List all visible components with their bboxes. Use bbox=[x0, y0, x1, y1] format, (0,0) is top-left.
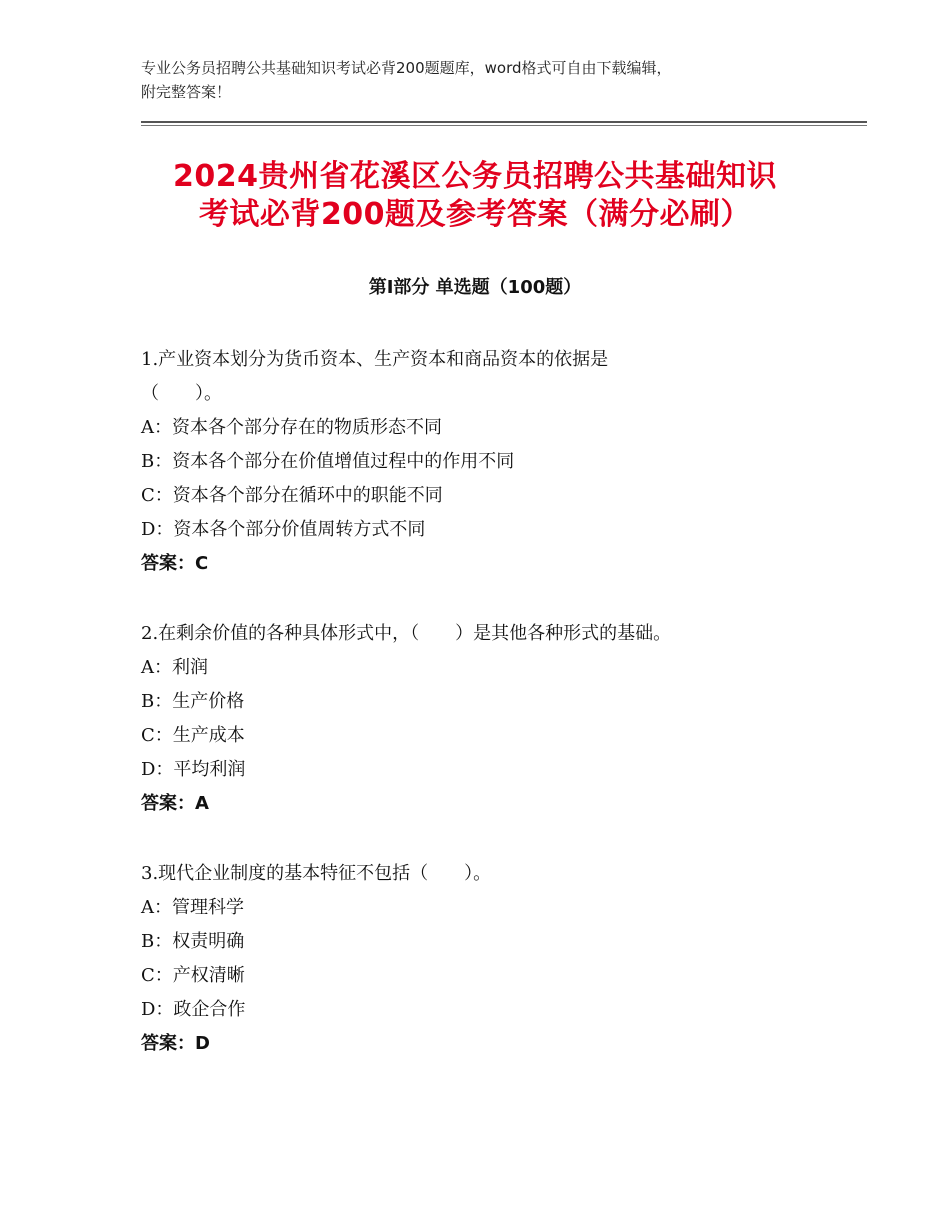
option-d: D：平均利润 bbox=[141, 759, 246, 780]
question-stem bbox=[141, 857, 841, 891]
option-b: B：权责明确 bbox=[141, 931, 245, 952]
option-a: A：利润 bbox=[141, 657, 208, 678]
answer: 答案：C bbox=[141, 553, 209, 574]
question-stem-line-1: 3.现代企业制度的基本特征不包括（ ）。 bbox=[141, 863, 492, 884]
option-d: D：资本各个部分价值周转方式不同 bbox=[141, 519, 426, 540]
option-c: C：产权清晰 bbox=[141, 965, 245, 986]
question-2 bbox=[141, 617, 841, 821]
question-stem-line-1: 2.在剩余价值的各种具体形式中，（ ）是其他各种形式的基础。 bbox=[141, 623, 672, 644]
question-list bbox=[141, 343, 841, 1097]
option-b: B：资本各个部分在价值增值过程中的作用不同 bbox=[141, 451, 515, 472]
question-stem bbox=[141, 617, 841, 651]
option-a: A：资本各个部分存在的物质形态不同 bbox=[141, 417, 442, 438]
header-divider-thick bbox=[141, 121, 867, 123]
question-stem-line-2: （ ）。 bbox=[141, 383, 222, 404]
option-b: B：生产价格 bbox=[141, 691, 245, 712]
question-3 bbox=[141, 857, 841, 1061]
option-c: C：资本各个部分在循环中的职能不同 bbox=[141, 485, 443, 506]
document-title-line-1: 2024贵州省花溪区公务员招聘公共基础知识 bbox=[173, 159, 777, 194]
header-note bbox=[141, 56, 841, 104]
document-title-line-2: 考试必背200题及参考答案（满分必刷） bbox=[198, 197, 752, 232]
answer: 答案：A bbox=[141, 793, 209, 814]
question-stem-line-1: 1.产业资本划分为货币资本、生产资本和商品资本的依据是 bbox=[141, 349, 609, 370]
section-title: 第Ⅰ部分 单选题（100题） bbox=[368, 277, 582, 298]
answer: 答案：D bbox=[141, 1033, 210, 1054]
option-c: C：生产成本 bbox=[141, 725, 245, 746]
header-note-line-1: 专业公务员招聘公共基础知识考试必背200题题库，word格式可自由下载编辑， bbox=[141, 59, 672, 77]
question-stem bbox=[141, 343, 841, 411]
header-divider-thin bbox=[141, 125, 867, 126]
option-d: D：政企合作 bbox=[141, 999, 246, 1020]
document-title bbox=[120, 158, 830, 234]
question-1 bbox=[141, 343, 841, 581]
option-a: A：管理科学 bbox=[141, 897, 244, 918]
header-note-line-2: 附完整答案！ bbox=[141, 83, 232, 101]
